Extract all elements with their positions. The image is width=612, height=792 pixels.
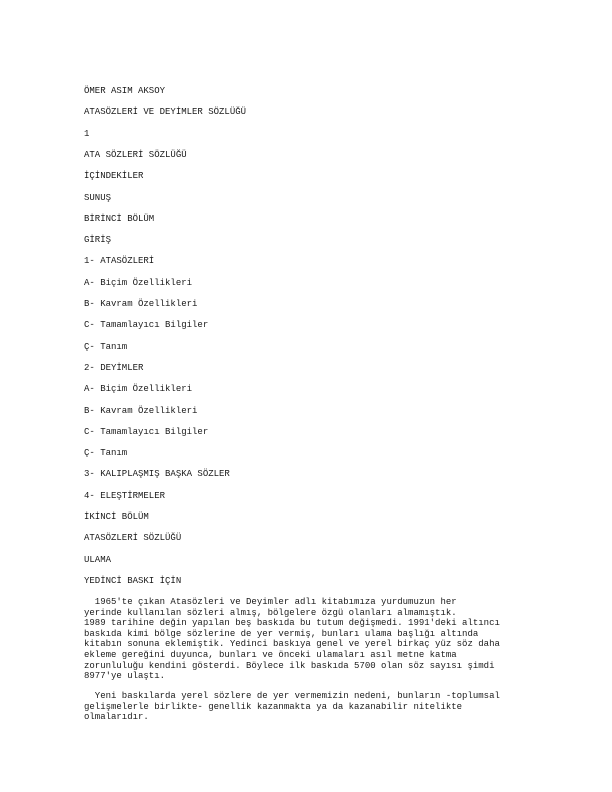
paragraph-seventh-edition-1 [84,597,524,682]
paragraph-line: gelişmelerle birlikte- genellik kazanmakta ya da kazanabilir nitelikte [84,701,463,712]
document-line: 3- KALIPLAŞMIŞ BAŞKA SÖZLER [84,469,230,480]
document-line: SUNUŞ [84,192,112,203]
document-line: ATASÖZLERİ SÖZLÜĞÜ [84,533,182,544]
paragraph-line: zorunluluğu kendini gösterdi. Böylece ilk baskıda 5700 olan söz sayısı şimdi [84,660,495,671]
document-line: Ç- Tanım [84,448,128,459]
document-line: ULAMA [84,554,112,565]
paragraph-line: Yeni baskılarda yerel sözlere de yer vermemizin nedeni, bunların -toplumsal [84,691,500,701]
document-line: C- Tamamlayıcı Bilgiler [84,320,209,331]
paragraph-line: ekleme gereğini duyunca, bunları ve önceki ulamaları asıl metne katma [84,649,457,660]
document-line: YEDİNCİ BASKI İÇİN [84,575,182,586]
document-line: BİRİNCİ BÖLÜM [84,213,155,224]
paragraph-line: 1965'te çıkan Atasözleri ve Deyimler adlı kitabımıza yurdumuzun her [84,597,457,607]
document-line: C- Tamamlayıcı Bilgiler [84,426,209,437]
document-line: İKİNCİ BÖLÜM [84,512,149,522]
paragraph-line: baskıda kimi bölge sözlerine de yer vermiş, bunları ulama başlığı altında [84,628,479,639]
document-line: ÖMER ASIM AKSOY [84,86,166,96]
paragraph-line: 1989 tarihine değin yapılan beş baskıda bu tutum değişmedi. 1991'deki altıncı [84,618,500,629]
document-line: A- Biçim Özellikleri [84,277,193,288]
document-line: B- Kavram Özellikleri [84,405,198,416]
document-line: ATASÖZLERİ VE DEYİMLER SÖZLÜĞÜ [84,107,247,118]
document-line: 1- ATASÖZLERİ [84,256,155,267]
document-line: B- Kavram Özellikleri [84,299,198,309]
document-line: 1 [84,128,90,139]
document-line: GİRİŞ [84,235,112,246]
document-line: Ç- Tanım [84,341,128,352]
paragraph-line: yerinde kullanılan sözleri almış, bölgelere özgü olanları almamıştık. [84,607,457,618]
document-line: 4- ELEŞTİRMELER [84,490,166,501]
paragraph-seventh-edition-2 [84,691,524,723]
paragraph-line: 8977'ye ulaştı. [84,671,166,682]
document-line: İÇİNDEKİLER [84,171,144,182]
document-line: ATA SÖZLERİ SÖZLÜĞÜ [84,149,187,160]
document-line: 2- DEYİMLER [84,362,144,373]
paragraph-line: olmalarıdır. [84,712,149,723]
paragraph-line: kitabın sonuna eklemiştik. Yedinci baskıya genel ve yerel birkaç yüz söz daha [84,639,500,650]
document-line: A- Biçim Özellikleri [84,384,193,395]
